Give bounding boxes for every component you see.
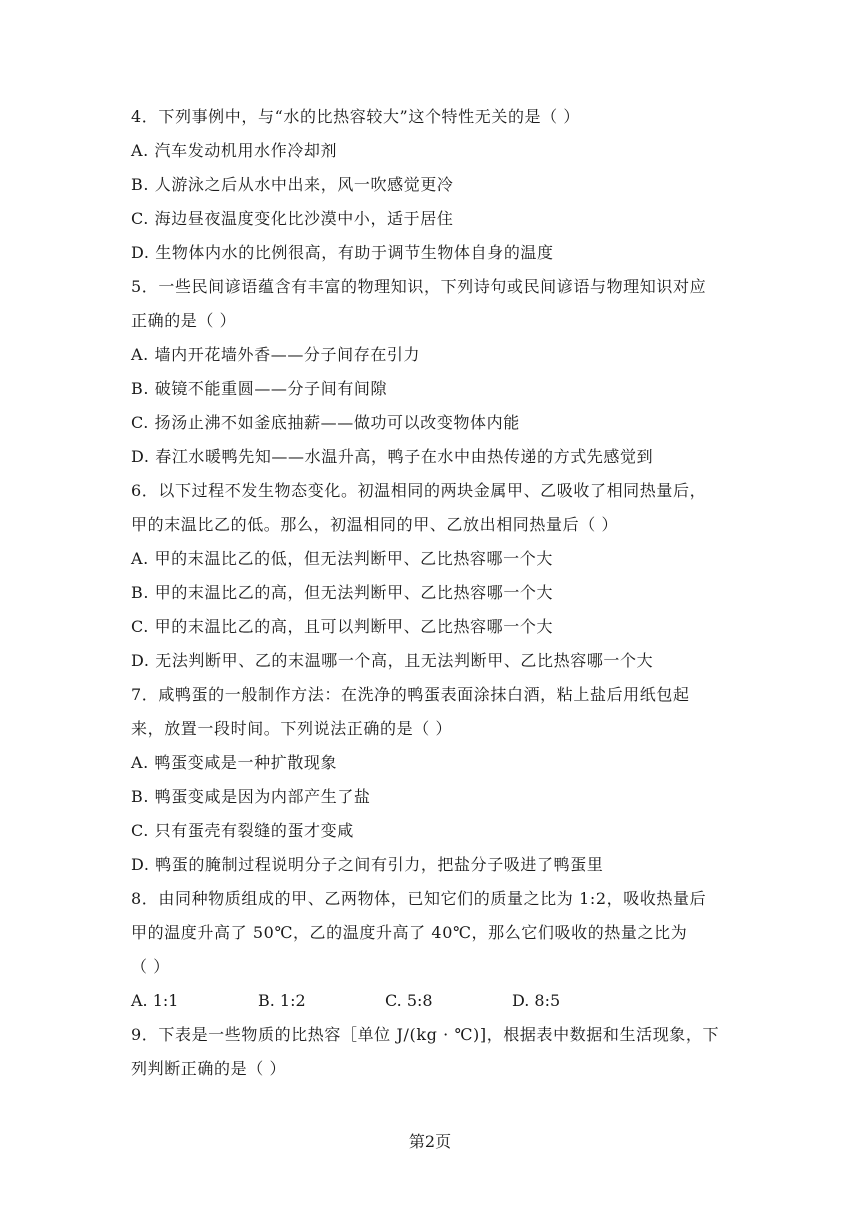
option-b: B. 1:2 [258,991,306,1010]
page-number: 第2页 [408,1132,452,1151]
question-8 [131,882,731,1018]
option-c: C. 只有蛋壳有裂缝的蛋才变咸 [131,821,354,840]
option-c: C. 5:8 [385,991,433,1010]
option-d: D. 生物体内水的比例很高，有助于调节生物体自身的温度 [131,243,554,262]
question-stem-line: 6．以下过程不发生物态变化。初温相同的两块金属甲、乙吸收了相同热量后， [131,481,707,500]
option-c: C. 扬汤止沸不如釜底抽薪——做功可以改变物体内能 [131,413,520,432]
question-5 [131,270,731,474]
option-a: A. 甲的末温比乙的低，但无法判断甲、乙比热容哪一个大 [131,549,553,568]
option-b: B. 破镜不能重圆——分子间有间隙 [131,379,388,398]
question-stem-line: 甲的末温比乙的低。那么，初温相同的甲、乙放出相同热量后（ ） [131,515,619,534]
question-stem-line: 甲的温度升高了 50℃，乙的温度升高了 40℃，那么它们吸收的热量之比为 [131,923,688,942]
option-b: B. 鸭蛋变咸是因为内部产生了盐 [131,787,371,806]
option-c: C. 海边昼夜温度变化比沙漠中小，适于居住 [131,209,454,228]
option-a: A. 1:1 [131,991,179,1010]
question-stem-line: 4．下列事例中，与“水的比热容较大”这个特性无关的是（ ） [131,107,581,126]
option-c: C. 甲的末温比乙的高，且可以判断甲、乙比热容哪一个大 [131,617,554,636]
question-stem-line: （ ） [131,957,170,976]
option-a: A. 鸭蛋变咸是一种扩散现象 [131,753,338,772]
question-6 [131,474,731,678]
question-stem-line: 5．一些民间谚语蕴含有丰富的物理知识，下列诗句或民间谚语与物理知识对应 [131,277,707,296]
question-stem-line: 8．由同种物质组成的甲、乙两物体，已知它们的质量之比为 1:2，吸收热量后 [131,889,707,908]
question-stem-line: 7．咸鸭蛋的一般制作方法：在洗净的鸭蛋表面涂抹白酒，粘上盐后用纸包起 [131,685,690,704]
question-list [131,100,731,1086]
option-b: B. 人游泳之后从水中出来，风一吹感觉更冷 [131,175,454,194]
option-d: D. 春江水暖鸭先知——水温升高，鸭子在水中由热传递的方式先感觉到 [131,447,654,466]
option-a: A. 墙内开花墙外香——分子间存在引力 [131,345,421,364]
inline-options [131,984,731,1018]
option-b: B. 甲的末温比乙的高，但无法判断甲、乙比热容哪一个大 [131,583,554,602]
question-stem-line: 正确的是（ ） [131,311,237,330]
option-a: A. 汽车发动机用水作冷却剂 [131,141,338,160]
question-9 [131,1018,731,1086]
question-stem-line: 列判断正确的是（ ） [131,1059,287,1078]
question-7 [131,678,731,882]
question-4 [131,100,731,270]
option-d: D. 8:5 [512,991,561,1010]
question-stem-line: 9．下表是一些物质的比热容［单位 J/(kg · ℃)]，根据表中数据和生活现象，下 [131,1025,720,1044]
option-d: D. 鸭蛋的腌制过程说明分子之间有引力，把盐分子吸进了鸭蛋里 [131,855,604,874]
question-stem-line: 来，放置一段时间。下列说法正确的是（ ） [131,719,453,738]
option-d: D. 无法判断甲、乙的末温哪一个高，且无法判断甲、乙比热容哪一个大 [131,651,654,670]
